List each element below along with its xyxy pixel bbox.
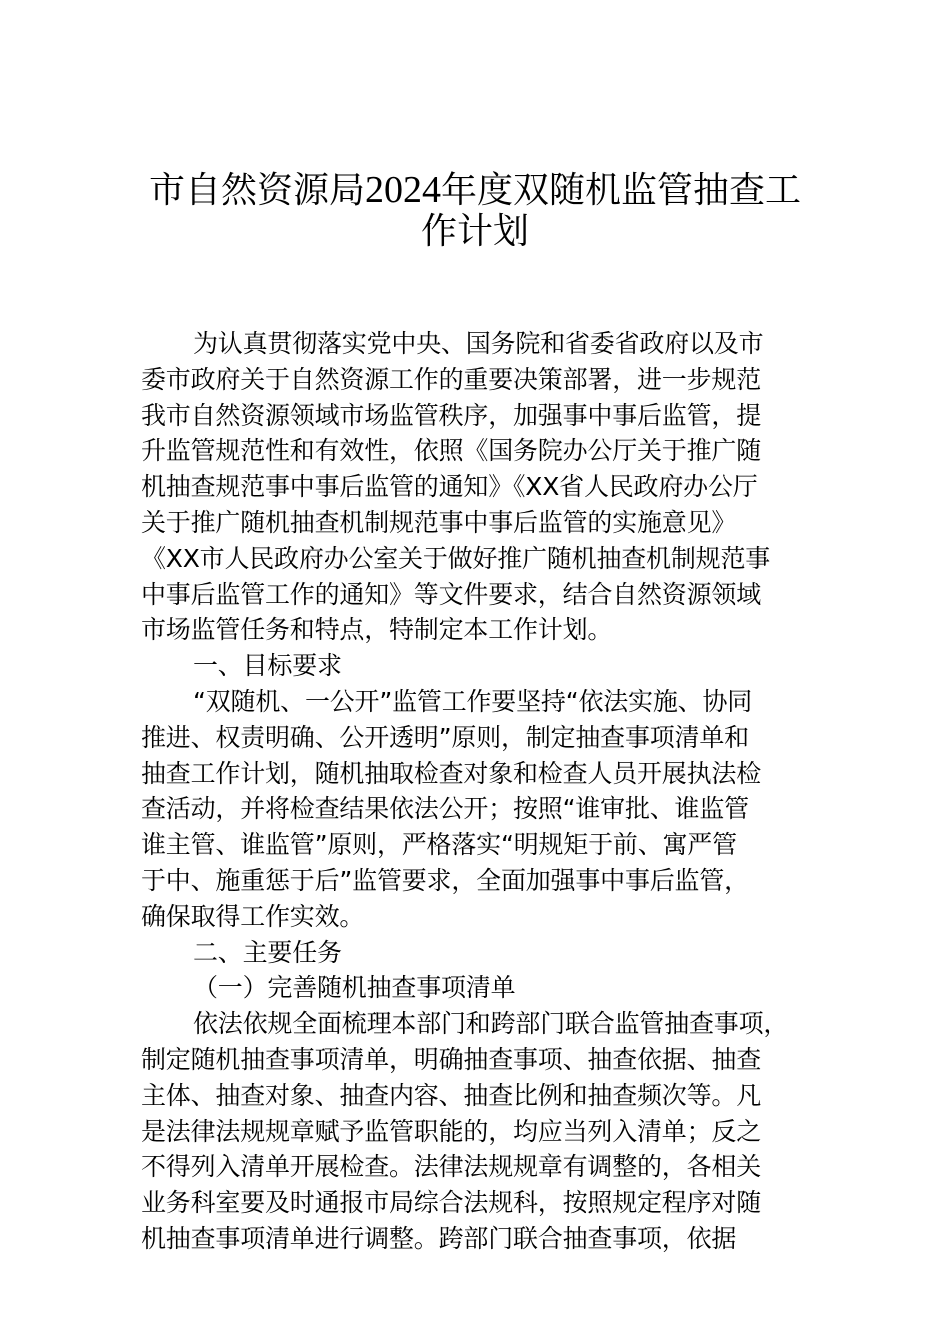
body-text-line: 二、主要任务 bbox=[193, 937, 342, 967]
body-text-line: 查活动，并将检查结果依法公开；按照“谁审批、谁监管 bbox=[141, 794, 749, 824]
body-text-line: 业务科室要及时通报市局综合法规科，按照规定程序对随 bbox=[141, 1188, 762, 1218]
document-body bbox=[141, 326, 811, 1257]
body-text-line: 机抽查事项清单进行调整。跨部门联合抽查事项，依据 bbox=[141, 1223, 737, 1253]
body-text-line: 机抽查规范事中事后监管的通知》《XX省人民政府办公厅 bbox=[141, 472, 758, 502]
body-text-line: 中事后监管工作的通知》等文件要求，结合自然资源领域 bbox=[141, 579, 762, 609]
body-text-line: （一）完善随机抽查事项清单 bbox=[193, 973, 516, 1003]
body-text-line: 推进、权责明确、公开透明”原则，制定抽查事项清单和 bbox=[141, 722, 749, 752]
document-title-line-1: 市自然资源局2024年度双随机监管抽查工 bbox=[148, 169, 802, 211]
body-text-line: 制定随机抽查事项清单，明确抽查事项、抽查依据、抽查 bbox=[141, 1044, 762, 1074]
document-title-line-2: 作计划 bbox=[420, 211, 529, 252]
body-text-line: 主体、抽查对象、抽查内容、抽查比例和抽查频次等。凡 bbox=[141, 1080, 762, 1110]
body-text-line: “双随机、一公开”监管工作要坚持“依法实施、协同 bbox=[193, 686, 753, 716]
body-text-line: 委市政府关于自然资源工作的重要决策部署，进一步规范 bbox=[141, 364, 762, 394]
body-text-line: 确保取得工作实效。 bbox=[141, 901, 365, 931]
body-text-line: 为认真贯彻落实党中央、国务院和省委省政府以及市 bbox=[193, 329, 764, 358]
body-text-line: 谁主管、谁监管”原则，严格落实“明规矩于前、寓严管 bbox=[141, 830, 737, 860]
body-text-line: 我市自然资源领域市场监管秩序，加强事中事后监管，提 bbox=[141, 400, 762, 430]
body-text-line: 关于推广随机抽查机制规范事中事后监管的实施意见》 bbox=[141, 507, 737, 537]
body-text-line: 抽查工作计划，随机抽取检查对象和检查人员开展执法检 bbox=[141, 758, 762, 788]
body-text-line: 市场监管任务和特点，特制定本工作计划。 bbox=[141, 615, 613, 645]
body-text-line: 《XX市人民政府办公室关于做好推广随机抽查机制规范事 bbox=[141, 543, 771, 573]
body-text-line: 依法依规全面梳理本部门和跨部门联合监管抽查事项， bbox=[193, 1009, 789, 1039]
body-text-line: 升监管规范性和有效性，依照《国务院办公厅关于推广随 bbox=[141, 436, 762, 466]
body-text-line: 一、目标要求 bbox=[193, 651, 342, 681]
body-text-line: 于中、施重惩于后”监管要求，全面加强事中事后监管， bbox=[141, 865, 749, 895]
body-text-line: 是法律法规规章赋予监管职能的，均应当列入清单；反之 bbox=[141, 1116, 762, 1146]
body-text-line: 不得列入清单开展检查。法律法规规章有调整的，各相关 bbox=[141, 1152, 762, 1182]
